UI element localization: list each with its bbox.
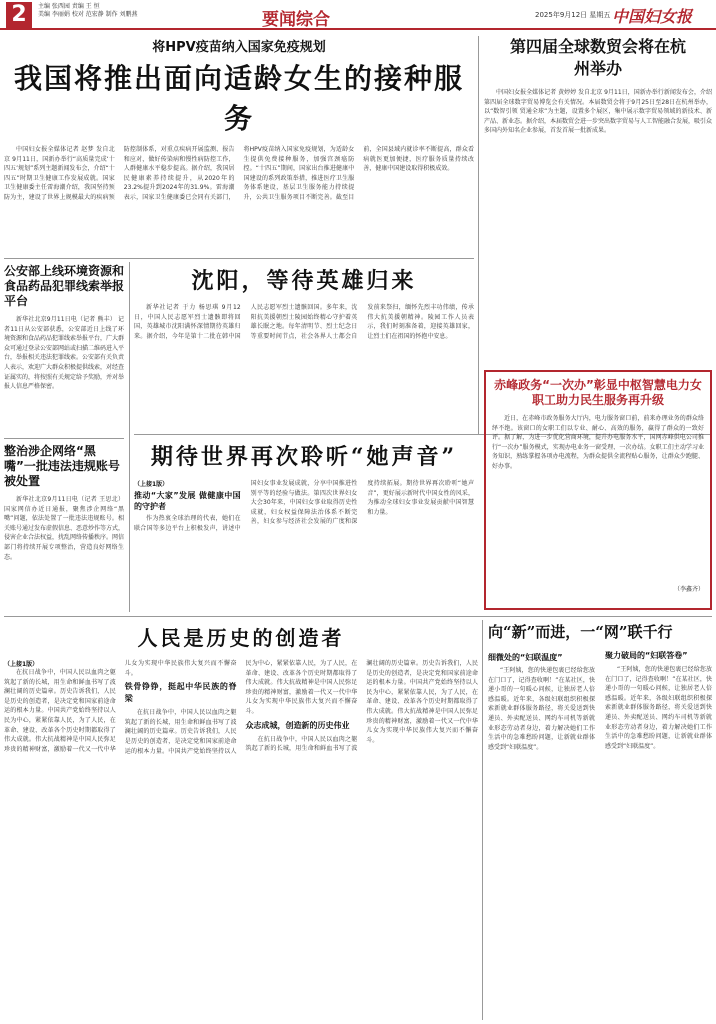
her-voice-body: （上接1版） 推动“大家”发展 做健康中国的守护者 作为热衷全球治理的代表，她们在联合国等多边平台上积极发声，讲述中国妇女事业发展成就，分享中国推进性别平等的经验与做法。第四次世界妇女大会30年来，中国妇女事业取得历史性成就，妇女权益保障法治体系不断完善，妇女参与经济社会发展的广度和深度持续拓展。期待世界再次聆听“她声音”，更好展示新时代中国女性的风采，为推动全球妇女事业发展贡献中国智慧和力量。 (134, 480, 474, 532)
digital-trade-headline: 第四届全球数贸会将在杭州举办 (509, 37, 686, 78)
network-rumor-article (4, 444, 124, 614)
new-era-headline: 向“新”而进，一“网”联千行 (488, 623, 673, 641)
hpv-article (4, 36, 474, 258)
history-subhead-1: 铁骨铮铮，挺起中华民族的脊梁 (124, 682, 237, 704)
page-number: 2 (6, 2, 32, 28)
digital-trade-article (484, 36, 712, 366)
network-rumor-headline: 整治涉企网络“黑嘴”一批违法违规账号被处置 (4, 444, 120, 488)
issue-date: 2025年9月12日 星期五 (535, 11, 611, 19)
column-divider (129, 262, 130, 612)
history-headline: 人民是历史的创造者 (137, 626, 345, 650)
row-divider (4, 616, 712, 617)
police-platform-headline: 公安部上线环境资源和食品药品犯罪线索举报平台 (4, 264, 124, 308)
police-platform-body: 新华社北京9月11日电（记者 熊丰） 记者11日从公安部获悉，公安部近日上线了环境资源和食品药品犯罪线索举报平台，广大群众可通过登录公安部网站或扫描二维码进入平台，举报相关违法犯罪线索。公安部有关负责人表示，欢迎广大群众积极提供线索，对经查证属实的，将按照有关规定给予奖励，并对举报人信息严格保密。 (4, 316, 124, 391)
police-platform-article (4, 264, 124, 434)
masthead-logo: 中国妇女报 (612, 7, 693, 26)
new-era-subhead-1: 细微处的“妇联温度” (488, 653, 563, 662)
hpv-kicker: 将HPV疫苗纳入国家免疫规划 (152, 40, 326, 55)
hpv-body: 中国妇女报全媒体记者 赵梦 发自北京 9月11日，国新办举行“高质量完成‘十四五’规划”系列主题新闻发布会，介绍“十四五”时期卫生健康工作发展成就。国家卫生健康委主任雷海潮介绍，我国坚持预防为主，建设了世界上规模最大的疾病预防控制体系，对重点疾病开展监测、报告和应对，做好传染病和慢性病防控工作，人群健康水平稳步提高。据介绍，我国居民健康素养持续提升，从2020年的23.2%提升到2024年的31.9%。雷海潮表示，国家卫生健康委已会同有关部门，将HPV疫苗纳入国家免疫规划，为适龄女生提供免费接种服务，加强宫颈癌防控。“十四五”期间，国家出台推进健康中国建设的系列政策举措，推进医疗卫生服务体系建设，基层卫生服务能力持续提升，公共卫生服务项目不断完善。截至目前，全国县域内就诊率不断提高，群众看病就医更加便捷，医疗服务质量持续改善，健康中国建设取得积极成效。 (4, 146, 474, 201)
shenyang-article (134, 264, 474, 432)
chifeng-headline: 赤峰政务“一次办”彰显中枢智慧电力女职工助力民生服务再升级 (494, 378, 702, 407)
new-era-body: 细微处的“妇联温度” “王阿姨，您的快递包裹已经给您放在门口了，记得查收啊！”在某社区，快递小哥的一句暖心问候，让独居老人倍感温暖。近年来，各级妇联组织积极探索新就业群体服务路径，将关爱送到快递员、外卖配送员、网约车司机等新就业形态劳动者身边，着力解决她们工作生活中的急难愁盼问题，让新就业群体感受到“妇联温度”。 聚力破局的“妇联答卷” “王阿姨，您的快递包裹已经给您放在门口了，记得查收啊！”在某社区，快递小哥的一句暖心问候，让独居老人倍感温暖。近年来，各级妇联组织积极探索新就业群体服务路径，将关爱送到快递员、外卖配送员、网约车司机等新就业形态劳动者身边，着力解决她们工作生活中的急难愁盼问题，让新就业群体感受到“妇联温度”。 (488, 651, 712, 751)
her-voice-subhead: 推动“大家”发展 做健康中国的守护者 (134, 491, 241, 511)
her-voice-headline: 期待世界再次聆听“她声音” (150, 444, 458, 470)
digital-trade-body: 中国妇女报全媒体记者 黄婷婷 发自北京 9月11日，国新办举行新闻发布会，介绍第四届全球数字贸易博览会有关情况。本届数贸会将于9月25日至28日在杭州举办，以“数智引领 贸通全球”为主题，设置多个展区，集中展示数字贸易领域的新技术、新产品、新业态。据介绍，本届数贸会进一步突出数字贸易与人工智能融合发展，吸引众多国内外知名企业参展，首发首展一批新成果。 (484, 89, 712, 135)
history-body: （上接1版） 在抗日战争中，中国人民以血肉之躯筑起了新的长城，用生命和鲜血书写了波澜壮阔的历史篇章。历史告诉我们，人民是历史的创造者，是决定党和国家前途命运的根本力量。中国共产党始终坚持以人民为中心，紧紧依靠人民，为了人民，在革命、建设、改革各个历史时期都取得了伟大成就。伟大抗战精神是中国人民弥足珍贵的精神财富，激励着一代又一代中华儿女为实现中华民族伟大复兴而不懈奋斗。 铁骨铮铮，挺起中华民族的脊梁 在抗日战争中，中国人民以血肉之躯筑起了新的长城，用生命和鲜血书写了波澜壮阔的历史篇章。历史告诉我们，人民是历史的创造者，是决定党和国家前途命运的根本力量。中国共产党始终坚持以人民为中心，紧紧依靠人民，为了人民，在革命、建设、改革各个历史时期都取得了伟大成就。伟大抗战精神是中国人民弥足珍贵的精神财富，激励着一代又一代中华儿女为实现中华民族伟大复兴而不懈奋斗。 众志成城，创造新的历史伟业 在抗日战争中，中国人民以血肉之躯筑起了新的长城，用生命和鲜血书写了波澜壮阔的历史篇章。历史告诉我们，人民是历史的创造者，是决定党和国家前途命运的根本力量。中国共产党始终坚持以人民为中心，紧紧依靠人民，为了人民，在革命、建设、改革各个历史时期都取得了伟大成就。伟大抗战精神是中国人民弥足珍贵的精神财富，激励着一代又一代中华儿女为实现中华民族伟大复兴而不懈奋斗。 (4, 660, 478, 755)
network-rumor-body: 新华社北京9月11日电（记者 王思北） 国家网信办近日通报，聚焦涉企网络“黑嘴”问题，依法处置了一批违法违规账号。相关账号通过发布虚假信息、恶意炒作等方式，侵害企业合法权益，扰乱网络传播秩序。网信部门将持续开展专项整治，营造良好网络生态。 (4, 496, 124, 561)
section-title: 要闻综合 (262, 10, 330, 30)
column-divider (482, 620, 483, 1020)
row-divider (4, 438, 124, 439)
history-subhead-2: 众志成城，创造新的历史伟业 (245, 720, 350, 730)
her-voice-article (134, 440, 474, 612)
page-header (0, 0, 716, 30)
new-era-subhead-2: 聚力破局的“妇联答卷” (605, 651, 688, 660)
hpv-headline: 我国将推出面向适龄女生的接种服务 (13, 62, 464, 135)
row-divider (4, 258, 474, 259)
chifeng-body: 近日，在赤峰市政务服务大厅内，电力服务窗口前，前来办理业务的群众络绎不绝。该窗口的女职工们以专业、耐心、高效的服务，赢得了群众的一致好评。据了解，为进一步优化营商环境，提升办电服务水平，国网赤峰供电公司推行“一次办”服务模式，实现办电业务一窗受理、一次办结。女职工们主动学习业务知识，熟练掌握各项办电流程，为群众提供全流程贴心服务，让群众少跑腿、好办事。 (492, 415, 704, 470)
chifeng-author: （李鑫齐） (673, 586, 704, 593)
new-era-article (488, 622, 712, 1020)
shenyang-headline: 沈阳，等待英雄归来 (191, 268, 417, 294)
chifeng-boxed-article (484, 370, 712, 610)
history-article (4, 622, 478, 1020)
editors-credit: 主编 张西园 责编 王 恒 美编 李丽娟 校对 范宏静 制作 刘鹏燕 (38, 3, 138, 18)
column-divider (478, 36, 479, 434)
shenyang-body: 新华社记者 于力 杨思琪 9月12日，中国人民志愿军烈士遗骸即将回国，英雄城市沈阳满怀深情期待英雄归来。据介绍，今年是第十二批在韩中国人民志愿军烈士遗骸回国。多年来，沈阳抗美援朝烈士陵园始终精心守护着英雄长眠之地。每年清明节、烈士纪念日等重要时间节点，社会各界人士都会自发前来祭扫，缅怀先烈丰功伟绩，传承伟大抗美援朝精神。陵园工作人员表示，我们时刻准备着，迎接英雄回家，让烈士们在祖国的怀抱中安息。 (134, 304, 474, 340)
